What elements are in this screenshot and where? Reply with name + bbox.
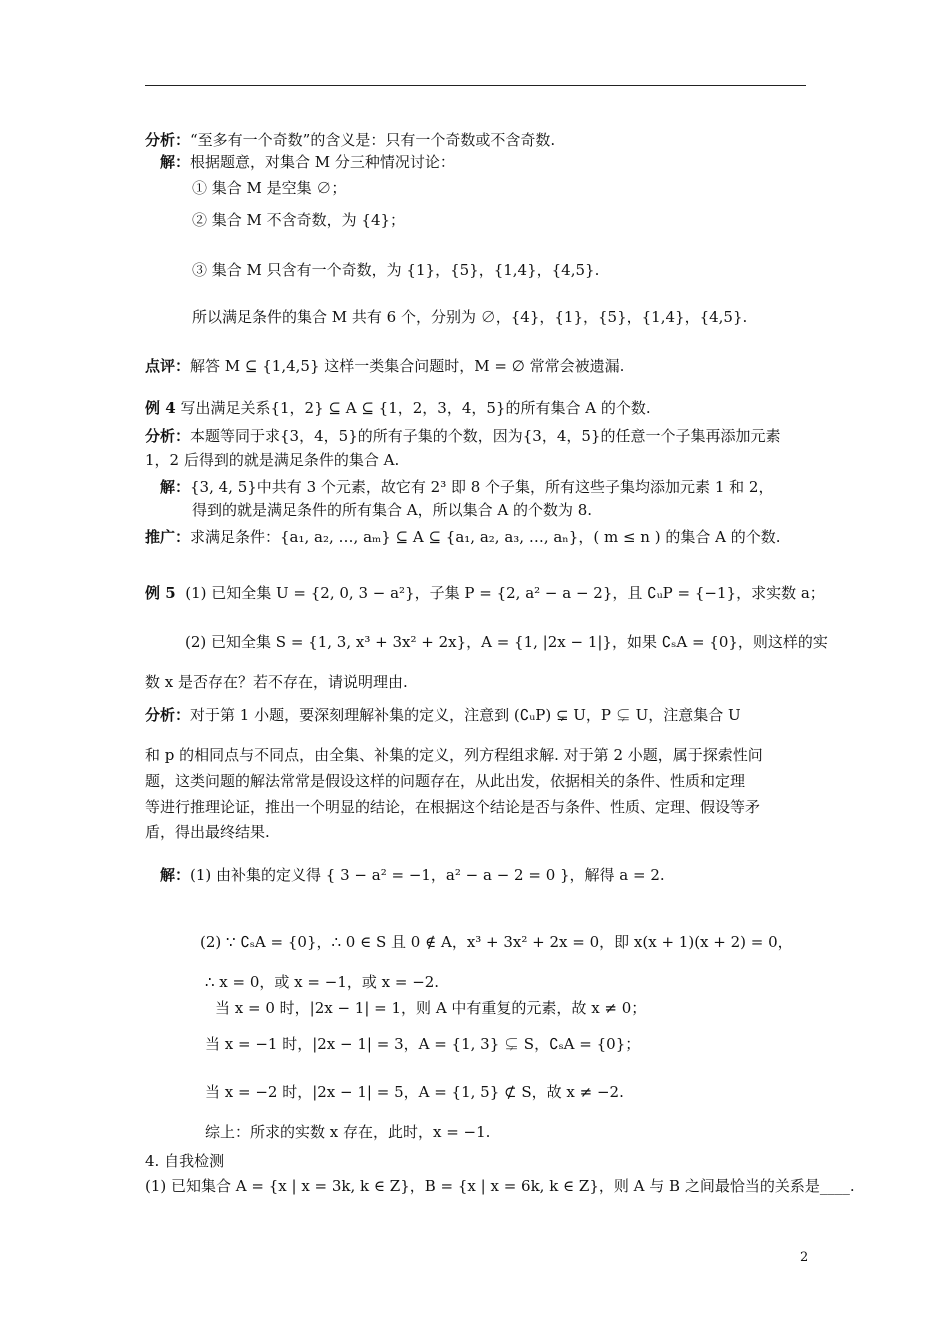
text-line: 分析：“至多有一个奇数”的含义是：只有一个奇数或不含奇数. [145,131,556,149]
text-line: 分析：对于第 1 小题，要深刻理解补集的定义，注意到 (∁ᵤP) ⊊ U，P ⊊ U，注意集合 U [145,706,741,724]
text-line: 数 x 是否存在？若不存在，请说明理由. [145,673,408,691]
text-line: 解：{3, 4, 5}中共有 3 个元素，故它有 2³ 即 8 个子集，所有这些子集均添加元素 1 和 2， [160,478,774,496]
text-line: ③ 集合 M 只含有一个奇数，为 {1}，{5}，{1,4}，{4,5}. [192,261,600,279]
text-line: 当 x = −2 时，|2x − 1| = 5，A = {1, 5} ⊄ S，故 x ≠ −2. [205,1083,624,1101]
text-line: 当 x = −1 时，|2x − 1| = 3，A = {1, 3} ⊊ S，∁ₛA = {0}； [205,1035,641,1053]
text-line: 盾，得出最终结果. [145,823,270,841]
text-line: 题，这类问题的解法常常是假设这样的问题存在，从此出发，依据相关的条件、性质和定理 [145,772,746,790]
text-line: ② 集合 M 不含奇数，为 {4}； [192,211,406,229]
text-line: 所以满足条件的集合 M 共有 6 个，分别为 ∅，{4}，{1}，{5}，{1,4}，{4,5}. [192,308,748,326]
text-line: (1) 已知集合 A = {x | x = 3k, k ∈ Z}，B = {x | x = 6k, k ∈ Z}，则 A 与 B 之间最恰当的关系是____. [145,1177,855,1195]
text-line: 解：根据题意，对集合 M 分三种情况讨论： [160,153,455,171]
text-line: 得到的就是满足条件的所有集合 A，所以集合 A 的个数为 8. [192,501,593,519]
text-line: 综上：所求的实数 x 存在，此时，x = −1. [205,1123,491,1141]
text-line: 等进行推理论证，推出一个明显的结论，在根据这个结论是否与条件、性质、定理、假设等矛 [145,798,761,816]
text-line: 分析：本题等同于求{3，4，5}的所有子集的个数，因为{3，4，5}的任意一个子集再添加元素 [145,427,781,445]
text-line: (2) 已知全集 S = {1, 3, x³ + 3x² + 2x}，A = {1, |2x − 1|}，如果 ∁ₛA = {0}，则这样的实 [185,633,828,651]
text-line: 当 x = 0 时，|2x − 1| = 1，则 A 中有重复的元素，故 x ≠ 0； [215,999,647,1017]
text-line: 4. 自我检测 [145,1152,225,1170]
text-line: 例 5 (1) 已知全集 U = {2, 0, 3 − a²}，子集 P = {2, a² − a − 2}，且 ∁ᵤP = {−1}，求实数 a； [145,584,825,602]
text-line: 1，2 后得到的就是满足条件的集合 A. [145,451,400,469]
text-line: ① 集合 M 是空集 ∅； [192,179,347,197]
text-line: 例 4 写出满足关系{1，2} ⊆ A ⊆ {1，2，3，4，5}的所有集合 A 的个数. [145,399,651,417]
text-line: 点评：解答 M ⊆ {1,4,5} 这样一类集合问题时，M = ∅ 常常会被遗漏. [145,357,625,375]
page-number: 2 [800,1250,809,1265]
text-line: 解：(1) 由补集的定义得 { 3 − a² = −1，a² − a − 2 = 0 }，解得 a = 2. [160,866,665,884]
header-rule [145,85,806,86]
text-line: 推广：求满足条件：{a₁, a₂, …, aₘ} ⊆ A ⊆ {a₁, a₂, a₃, …, aₙ}，( m ≤ n ) 的集合 A 的个数. [145,528,781,546]
text-line: 和 p 的相同点与不同点，由全集、补集的定义，列方程组求解. 对于第 2 小题，属于探索性问 [145,746,763,764]
text-line: (2) ∵ ∁ₛA = {0}，∴ 0 ∈ S 且 0 ∉ A，x³ + 3x² + 2x = 0，即 x(x + 1)(x + 2) = 0， [200,933,793,951]
text-line: ∴ x = 0，或 x = −1，或 x = −2. [205,973,440,991]
